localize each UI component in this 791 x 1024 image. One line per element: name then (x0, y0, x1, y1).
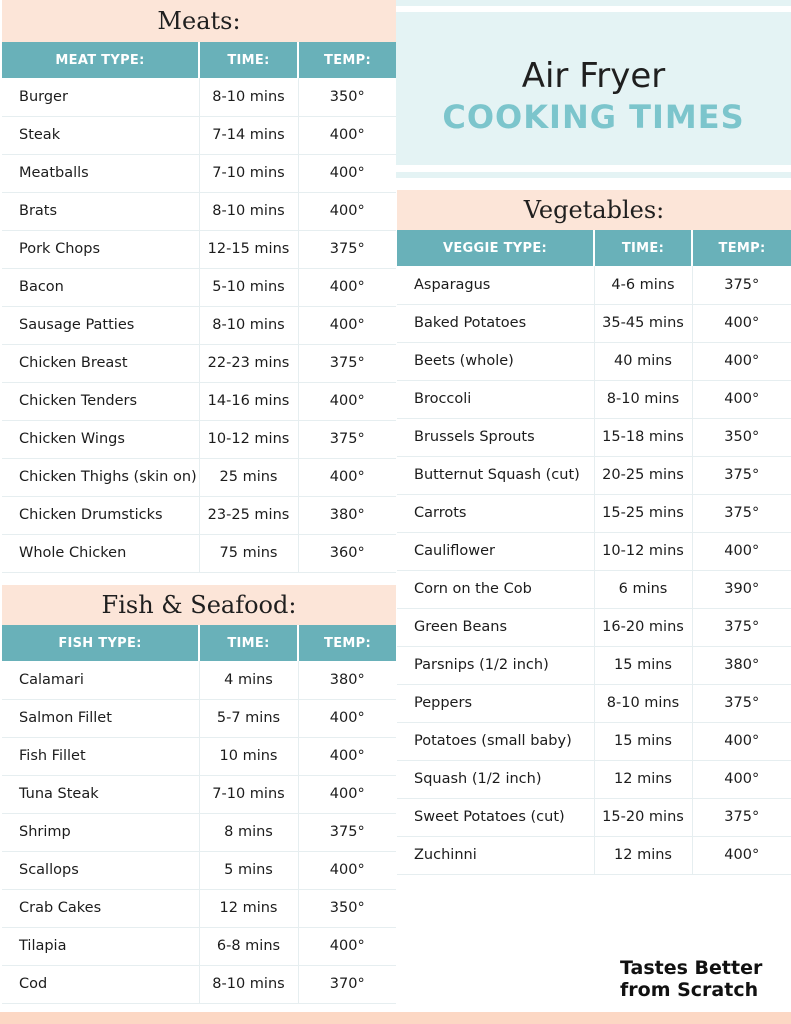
row-temp: 370° (298, 965, 396, 1003)
row-name: Fish Fillet (2, 737, 199, 775)
row-name: Green Beans (397, 608, 594, 646)
row-time: 15-20 mins (594, 798, 692, 836)
row-time: 15-25 mins (594, 494, 692, 532)
row-time: 8-10 mins (199, 306, 298, 344)
row-temp: 400° (298, 382, 396, 420)
row-name: Cod (2, 965, 199, 1003)
row-time: 10-12 mins (594, 532, 692, 570)
table-row (2, 154, 396, 192)
row-time: 10-12 mins (199, 420, 298, 458)
row-temp: 400° (298, 268, 396, 306)
row-time: 7-14 mins (199, 116, 298, 154)
fish-header-type: FISH TYPE: (2, 625, 199, 661)
row-temp: 375° (298, 230, 396, 268)
row-time: 15 mins (594, 722, 692, 760)
row-temp: 400° (298, 154, 396, 192)
meats-header-type: MEAT TYPE: (2, 42, 199, 78)
table-row (2, 775, 396, 813)
row-temp: 400° (298, 927, 396, 965)
table-row (397, 608, 791, 646)
row-temp: 400° (298, 699, 396, 737)
table-row (397, 570, 791, 608)
row-name: Butternut Squash (cut) (397, 456, 594, 494)
row-name: Beets (whole) (397, 342, 594, 380)
row-time: 7-10 mins (199, 154, 298, 192)
row-name: Calamari (2, 661, 199, 699)
row-name: Sweet Potatoes (cut) (397, 798, 594, 836)
table-row (2, 78, 396, 116)
row-temp: 375° (692, 456, 791, 494)
table-row (397, 380, 791, 418)
table-row (2, 344, 396, 382)
row-name: Peppers (397, 684, 594, 722)
row-name: Brussels Sprouts (397, 418, 594, 456)
row-temp: 400° (692, 836, 791, 874)
row-temp: 380° (692, 646, 791, 684)
row-name: Broccoli (397, 380, 594, 418)
table-row (2, 382, 396, 420)
row-time: 6-8 mins (199, 927, 298, 965)
row-time: 8-10 mins (199, 192, 298, 230)
fish-header-temp: TEMP: (298, 625, 396, 661)
row-name: Tilapia (2, 927, 199, 965)
meats-header-temp: TEMP: (298, 42, 396, 78)
row-temp: 375° (298, 420, 396, 458)
row-time: 6 mins (594, 570, 692, 608)
row-name: Meatballs (2, 154, 199, 192)
table-row (2, 268, 396, 306)
table-row (397, 722, 791, 760)
table-row (397, 418, 791, 456)
fish-title: Fish & Seafood: (2, 585, 396, 625)
row-temp: 400° (298, 851, 396, 889)
row-name: Parsnips (1/2 inch) (397, 646, 594, 684)
row-temp: 375° (298, 813, 396, 851)
row-name: Salmon Fillet (2, 699, 199, 737)
meats-title: Meats: (2, 0, 396, 42)
row-name: Brats (2, 192, 199, 230)
row-time: 5-7 mins (199, 699, 298, 737)
row-time: 35-45 mins (594, 304, 692, 342)
row-temp: 375° (692, 798, 791, 836)
row-name: Burger (2, 78, 199, 116)
vegetables-header-type: VEGGIE TYPE: (397, 230, 594, 266)
row-time: 16-20 mins (594, 608, 692, 646)
row-temp: 375° (692, 684, 791, 722)
row-temp: 375° (692, 266, 791, 304)
table-row (397, 304, 791, 342)
meats-header-row (2, 42, 396, 78)
table-row (2, 458, 396, 496)
row-temp: 400° (298, 775, 396, 813)
table-row (2, 699, 396, 737)
row-name: Cauliflower (397, 532, 594, 570)
row-name: Whole Chicken (2, 534, 199, 572)
row-name: Zuchinni (397, 836, 594, 874)
row-time: 14-16 mins (199, 382, 298, 420)
title-line1: Air Fryer (521, 55, 666, 96)
row-time: 23-25 mins (199, 496, 298, 534)
row-temp: 400° (298, 192, 396, 230)
table-row (397, 760, 791, 798)
row-temp: 400° (692, 760, 791, 798)
row-temp: 400° (692, 342, 791, 380)
row-time: 20-25 mins (594, 456, 692, 494)
fish-section (2, 585, 396, 1004)
meats-table (2, 42, 396, 573)
row-temp: 360° (298, 534, 396, 572)
row-temp: 390° (692, 570, 791, 608)
row-time: 15 mins (594, 646, 692, 684)
row-temp: 400° (692, 304, 791, 342)
row-time: 22-23 mins (199, 344, 298, 382)
table-row (2, 116, 396, 154)
table-row (2, 851, 396, 889)
meats-header-time: TIME: (199, 42, 298, 78)
row-temp: 350° (298, 78, 396, 116)
row-temp: 380° (298, 496, 396, 534)
row-temp: 375° (298, 344, 396, 382)
row-temp: 350° (298, 889, 396, 927)
row-name: Chicken Thighs (skin on) (2, 458, 199, 496)
table-row (2, 927, 396, 965)
table-row (2, 534, 396, 572)
row-temp: 400° (298, 458, 396, 496)
table-row (397, 798, 791, 836)
row-time: 12 mins (594, 760, 692, 798)
fish-table (2, 625, 396, 1004)
vegetables-section (397, 190, 791, 875)
row-name: Steak (2, 116, 199, 154)
row-time: 8-10 mins (594, 684, 692, 722)
row-name: Carrots (397, 494, 594, 532)
table-row (2, 661, 396, 699)
row-name: Scallops (2, 851, 199, 889)
title-line2: COOKING TIMES (442, 97, 745, 136)
row-temp: 400° (692, 532, 791, 570)
table-row (397, 342, 791, 380)
vegetables-header-row (397, 230, 791, 266)
row-name: Crab Cakes (2, 889, 199, 927)
row-name: Sausage Patties (2, 306, 199, 344)
vegetables-header-temp: TEMP: (692, 230, 791, 266)
row-time: 5 mins (199, 851, 298, 889)
table-row (397, 646, 791, 684)
row-name: Chicken Tenders (2, 382, 199, 420)
row-name: Shrimp (2, 813, 199, 851)
table-row (397, 836, 791, 874)
row-name: Baked Potatoes (397, 304, 594, 342)
table-row (2, 737, 396, 775)
table-row (2, 192, 396, 230)
fish-header-row (2, 625, 396, 661)
row-time: 12 mins (594, 836, 692, 874)
row-time: 8-10 mins (594, 380, 692, 418)
title-banner (396, 12, 791, 165)
row-name: Asparagus (397, 266, 594, 304)
vegetables-title: Vegetables: (397, 190, 791, 230)
top-stripe (396, 0, 791, 6)
row-time: 4-6 mins (594, 266, 692, 304)
meats-section (2, 0, 396, 573)
table-row (2, 496, 396, 534)
table-row (2, 889, 396, 927)
bottom-stripe (396, 172, 791, 178)
row-time: 40 mins (594, 342, 692, 380)
row-name: Chicken Breast (2, 344, 199, 382)
row-name: Chicken Drumsticks (2, 496, 199, 534)
table-row (397, 456, 791, 494)
row-name: Chicken Wings (2, 420, 199, 458)
row-time: 12-15 mins (199, 230, 298, 268)
row-temp: 400° (298, 737, 396, 775)
row-name: Potatoes (small baby) (397, 722, 594, 760)
row-temp: 400° (298, 116, 396, 154)
row-temp: 400° (692, 722, 791, 760)
brand-logo-line1: Tastes Better (620, 957, 763, 979)
row-time: 5-10 mins (199, 268, 298, 306)
row-name: Squash (1/2 inch) (397, 760, 594, 798)
table-row (397, 532, 791, 570)
row-temp: 375° (692, 608, 791, 646)
row-time: 15-18 mins (594, 418, 692, 456)
row-time: 4 mins (199, 661, 298, 699)
row-time: 25 mins (199, 458, 298, 496)
table-row (2, 813, 396, 851)
row-temp: 400° (692, 380, 791, 418)
row-name: Pork Chops (2, 230, 199, 268)
row-time: 10 mins (199, 737, 298, 775)
vegetables-header-time: TIME: (594, 230, 692, 266)
row-temp: 350° (692, 418, 791, 456)
row-time: 8 mins (199, 813, 298, 851)
brand-logo (620, 957, 780, 1001)
bottom-bar (0, 1012, 791, 1024)
row-time: 12 mins (199, 889, 298, 927)
table-row (397, 266, 791, 304)
row-temp: 375° (692, 494, 791, 532)
table-row (2, 230, 396, 268)
table-row (2, 420, 396, 458)
table-row (397, 684, 791, 722)
row-name: Corn on the Cob (397, 570, 594, 608)
row-time: 7-10 mins (199, 775, 298, 813)
brand-logo-line2: from Scratch (620, 979, 759, 1001)
row-name: Tuna Steak (2, 775, 199, 813)
table-row (2, 965, 396, 1003)
row-temp: 400° (298, 306, 396, 344)
row-time: 8-10 mins (199, 965, 298, 1003)
fish-header-time: TIME: (199, 625, 298, 661)
row-name: Bacon (2, 268, 199, 306)
row-time: 8-10 mins (199, 78, 298, 116)
table-row (2, 306, 396, 344)
table-row (397, 494, 791, 532)
vegetables-table (397, 230, 791, 875)
row-temp: 380° (298, 661, 396, 699)
row-time: 75 mins (199, 534, 298, 572)
